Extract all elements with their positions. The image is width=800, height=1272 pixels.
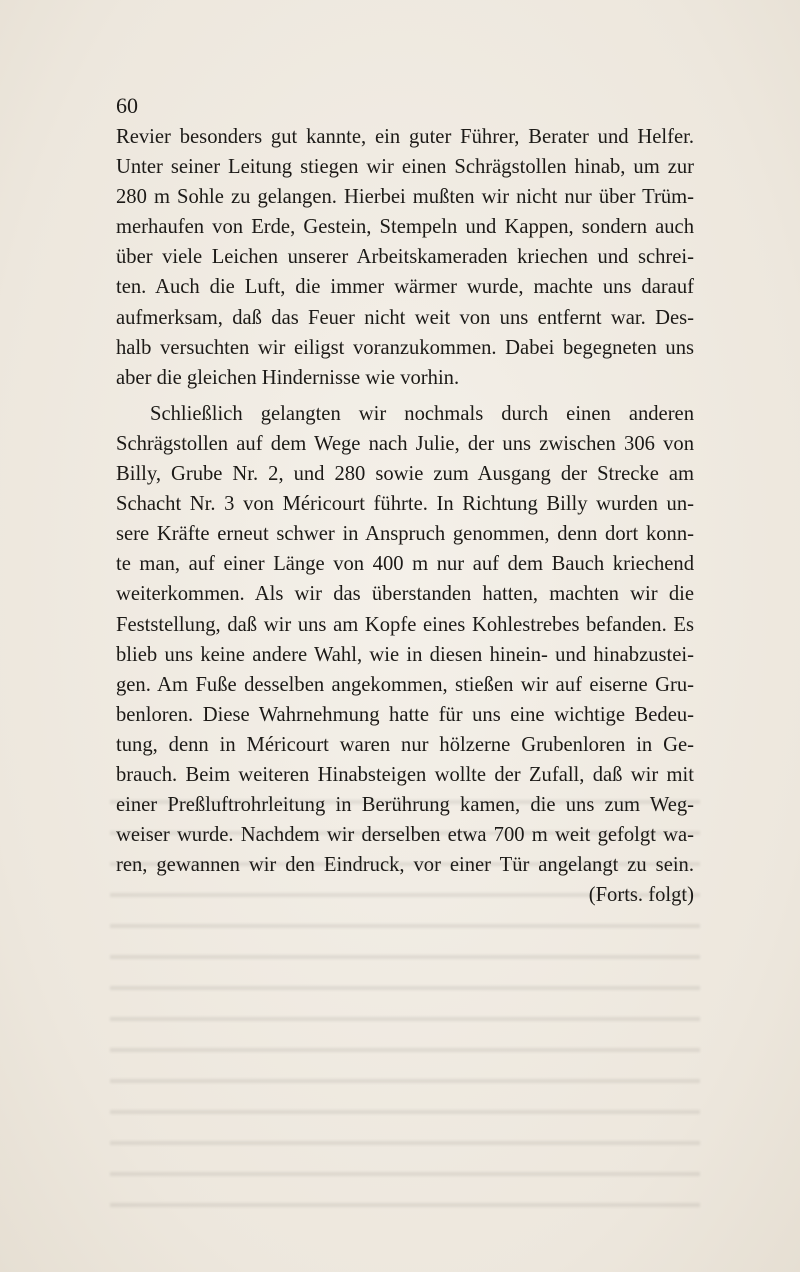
text-line: einer Preßluftrohrleitung in Berührung kamen, die uns zum Weg- [116, 794, 694, 817]
paragraph-1 [116, 122, 694, 393]
page-number: 60 [116, 93, 138, 118]
text-line: aufmerksam, daß das Feuer nicht weit von uns entfernt war. Des- [116, 306, 694, 329]
text-line: Billy, Grube Nr. 2, und 280 sowie zum Ausgang der Strecke am [116, 463, 694, 486]
text-line: weiterkommen. Als wir das überstanden hatten, machten wir die [116, 583, 694, 606]
paragraph-2 [116, 399, 694, 881]
text-line: Revier besonders gut kannte, ein guter Führer, Berater und Helfer. [116, 126, 694, 148]
text-line: ren, gewannen wir den Eindruck, vor einer Tür angelangt zu sein. [116, 854, 694, 877]
text-line: ten. Auch die Luft, die immer wärmer wurde, machte uns darauf [116, 276, 694, 299]
text-line: Schrägstollen auf dem Wege nach Julie, der uns zwischen 306 von [116, 432, 694, 455]
text-line: halb versuchten wir eiligst voranzukommen. Dabei begegneten uns [116, 336, 694, 359]
text-line: brauch. Beim weiteren Hinabsteigen wollte der Zufall, daß wir mit [116, 763, 694, 786]
text-line: aber die gleichen Hindernisse wie vorhin. [116, 366, 460, 389]
body-text [116, 122, 694, 910]
text-line: merhaufen von Erde, Gestein, Stempeln und Kappen, sondern auch [116, 216, 694, 239]
text-line: benloren. Diese Wahrnehmung hatte für uns eine wichtige Bedeu- [116, 703, 694, 726]
text-line: sere Kräfte erneut schwer in Anspruch genommen, denn dort konn- [116, 523, 694, 546]
text-line: Schacht Nr. 3 von Méricourt führte. In Richtung Billy wurden un- [116, 493, 694, 516]
text-line: blieb uns keine andere Wahl, wie in diesen hinein- und hinabzustei- [116, 643, 694, 666]
text-line: gen. Am Fuße desselben angekommen, stießen wir auf eiserne Gru- [116, 673, 694, 696]
text-line: Unter seiner Leitung stiegen wir einen Schrägstollen hinab, um zur [116, 156, 694, 179]
continuation-note: (Forts. folgt) [588, 884, 694, 907]
text-line: tung, denn in Méricourt waren nur hölzerne Grubenloren in Ge- [116, 733, 694, 756]
text-line: über viele Leichen unserer Arbeitskameraden kriechen und schrei- [116, 246, 694, 269]
text-line: Schließlich gelangten wir nochmals durch einen anderen [150, 402, 694, 425]
text-line: 280 m Sohle zu gelangen. Hierbei mußten wir nicht nur über Trüm- [116, 186, 694, 209]
text-line: Feststellung, daß wir uns am Kopfe eines Kohlestrebes befanden. Es [116, 613, 694, 636]
text-line: weiser wurde. Nachdem wir derselben etwa 700 m weit gefolgt wa- [116, 824, 694, 847]
text-line: te man, auf einer Länge von 400 m nur auf dem Bauch kriechend [116, 553, 694, 576]
